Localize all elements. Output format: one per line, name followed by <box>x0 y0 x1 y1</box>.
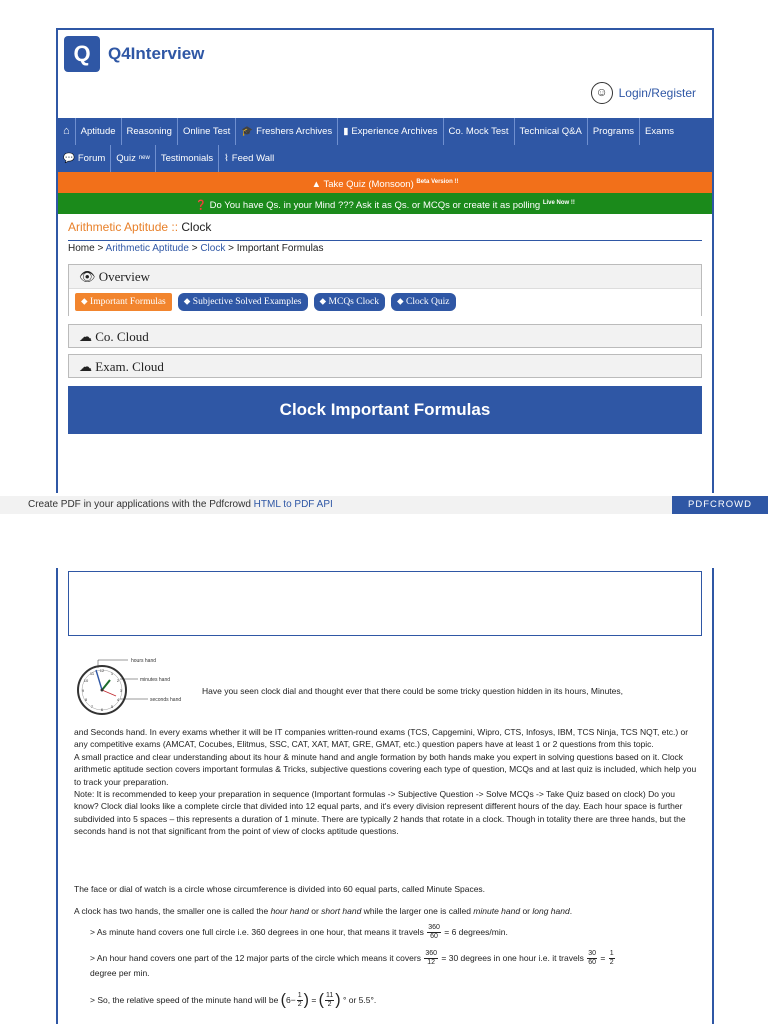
page-frame-bottom <box>56 568 714 1024</box>
note-paragraph: Note: It is recommended to keep your preparation in sequence (Important formulas -> Subjective Question -> Solve MCQs -> Take Quiz based on clock) Do you know? Clock dial looks like a complete circle that divided into 12 equal parts, and it's every division represent different hours of the day. Each hour space is further subdivided into 5 spaces – this represents a duration of 1 minute. There are typically 2 hands that rotate in a clock. Though in totality there are three hands, but the seconds hand is not that significant from the point of view of clocks aptitude questions. <box>74 789 686 837</box>
exam-cloud-panel[interactable]: ☁ Exam. Cloud <box>68 354 702 378</box>
breadcrumb-clock[interactable]: Clock <box>200 243 226 254</box>
seconds-hand-label: seconds hand <box>150 697 182 703</box>
formula-minute-hand: > As minute hand covers one full circle i.e. 360 degrees in one hour, that means it travels $\frac{360}{60}$ = 6 degrees/min. <box>90 924 508 940</box>
hands-paragraph: A clock has two hands, the smaller one is called the hour hand or short hand while the larger one is called minute hand or long hand. <box>74 906 573 916</box>
comments-icon: 💬 <box>63 153 75 164</box>
tag-icon: ⬥ <box>81 297 88 307</box>
breadcrumb-home[interactable]: Home <box>68 243 95 254</box>
user-avatar-icon: ☺ <box>591 82 613 104</box>
formula-hour-hand: > An hour hand covers one part of the 12 major parts of the circle which means it covers $\frac{360}{12}$ = 30 degrees in one hour i.e. it travels $\frac{30}{60}$ = $\frac{1}{2}$ degree per min. <box>90 950 614 978</box>
pill-clock-quiz[interactable]: ⬥ Clock Quiz <box>391 293 456 311</box>
q4interview-logo-icon[interactable]: Q <box>64 36 100 72</box>
svg-text:1: 1 <box>110 671 114 676</box>
main-navigation <box>58 118 712 172</box>
new-badge: new <box>138 155 150 161</box>
intro-body <box>74 726 700 838</box>
tag-icon: ⬥ <box>396 297 404 307</box>
site-logo-text[interactable]: Q4Interview <box>108 44 205 63</box>
home-icon: ⌂ <box>63 125 70 137</box>
svg-text:12: 12 <box>99 668 105 673</box>
pill-important-formulas[interactable]: ⬥ Important Formulas <box>75 293 172 311</box>
practice-paragraph: A small practice and clear understanding about its hour & minute hand and angle formation by both hands make you expert in solving questions based on it. Clock arithmetic aptitude section covers important formulas & Tricks, subjective questions covering each type of question, MCQs and at last quiz is included, which help you to track your preparation. <box>74 751 697 787</box>
nav-experience-archives[interactable]: ▮ Experience Archives <box>338 118 443 145</box>
pdfcrowd-button[interactable]: PDFCROWD <box>672 496 768 514</box>
fraction: $\frac{30}{60}$ <box>588 950 597 966</box>
overview-header[interactable]: 👁 Overview <box>79 269 151 284</box>
svg-text:4: 4 <box>116 697 120 702</box>
pill-mcqs-clock[interactable]: ⬥ MCQs Clock <box>314 293 385 311</box>
page-frame-top <box>56 28 714 493</box>
nav-quiz[interactable]: Quiz new <box>111 145 156 172</box>
tag-icon: ⬥ <box>183 297 191 307</box>
nav-aptitude[interactable]: Aptitude <box>76 118 122 145</box>
login-register-link[interactable] <box>591 82 696 104</box>
nav-forum[interactable]: 💬 Forum <box>58 145 111 172</box>
fraction: $\frac{360}{12}$ <box>425 950 438 966</box>
fraction: $\frac{360}{60}$ <box>428 924 440 940</box>
fraction: $\frac{1}{2}$ <box>297 992 302 1008</box>
breadcrumb-current: Important Formulas <box>236 243 324 254</box>
page-title: Clock Important Formulas <box>68 386 702 434</box>
live-now-badge: Live Now !! <box>542 200 575 206</box>
overview-pill-row <box>69 288 701 316</box>
rss-icon: ⌇ <box>224 153 229 164</box>
breadcrumb: Home > Arithmetic Aptitude > Clock > Important Formulas <box>68 240 702 254</box>
formula-relative-speed: > So, the relative speed of the minute hand will be (6− $\frac{1}{2}$ ) = ( $\frac{11}{2}$ ) ° or 5.5°. <box>90 991 377 1009</box>
hours-hand-label: hours hand <box>131 658 157 664</box>
pill-subjective-solved-examples[interactable]: ⬥ Subjective Solved Examples <box>178 293 308 311</box>
nav-co-mock-test[interactable]: Co. Mock Test <box>444 118 515 145</box>
face-paragraph: The face or dial of watch is a circle whose circumference is divided into 60 equal parts, called Minute Spaces. <box>74 884 486 894</box>
question-circle-icon: ❓ <box>195 200 207 212</box>
ask-question-banner[interactable]: ❓ Do You have Qs. in your Mind ??? Ask it as Qs. or MCQs or create it as polling $^{Live Now !!}$ <box>58 193 712 214</box>
svg-text:9: 9 <box>81 688 85 693</box>
nav-freshers-archives[interactable]: 🎓 Freshers Archives <box>236 118 338 145</box>
svg-text:8: 8 <box>84 697 88 702</box>
fraction: $\frac{1}{2}$ <box>609 950 614 966</box>
svg-text:6: 6 <box>100 707 104 712</box>
breadcrumb-arithmetic-aptitude[interactable]: Arithmetic Aptitude <box>105 243 189 254</box>
book-icon: ▮ <box>343 126 349 137</box>
overview-panel <box>68 264 702 316</box>
svg-text:10: 10 <box>83 678 89 683</box>
clock-diagram <box>76 654 186 724</box>
nav-home[interactable] <box>58 118 76 145</box>
svg-text:7: 7 <box>90 704 94 709</box>
section-category[interactable]: Arithmetic Aptitude :: <box>68 220 182 234</box>
eye-icon: 👁 <box>79 269 96 284</box>
fraction: $\frac{11}{2}$ <box>325 992 334 1008</box>
cloud-icon: ☁ <box>79 329 92 344</box>
svg-text:11: 11 <box>89 671 95 676</box>
svg-text:2: 2 <box>116 678 120 683</box>
take-quiz-banner[interactable]: ▲ Take Quiz (Monsoon) $^{Beta Version !!}$ <box>58 172 712 193</box>
graduation-cap-icon: 🎓 <box>241 126 254 137</box>
ad-placeholder-box <box>68 571 702 636</box>
warning-icon: ▲ <box>311 179 321 191</box>
nav-programs[interactable]: Programs <box>588 118 640 145</box>
intro-first-line: Have you seen clock dial and thought ever that there could be some tricky question hidden in its hours, Minutes, <box>202 686 623 696</box>
beta-badge: Beta Version !! <box>416 179 459 185</box>
html-to-pdf-link[interactable]: HTML to PDF API <box>253 499 333 510</box>
pdfcrowd-footer: Create PDF in your applications with the Pdfcrowd HTML to PDF API PDFCROWD <box>0 496 768 514</box>
section-heading <box>68 220 211 234</box>
login-register-label: Login/Register <box>618 86 696 100</box>
minutes-hand-label: minutes hand <box>140 677 171 683</box>
nav-reasoning[interactable]: Reasoning <box>122 118 178 145</box>
svg-text:3: 3 <box>119 688 123 693</box>
section-topic: Clock <box>181 220 212 234</box>
nav-exams[interactable]: Exams <box>645 126 675 137</box>
svg-text:5: 5 <box>110 704 114 709</box>
nav-feed-wall[interactable]: ⌇ Feed Wall <box>219 145 279 172</box>
co-cloud-panel[interactable]: ☁ Co. Cloud <box>68 324 702 348</box>
nav-technical-qa[interactable]: Technical Q&A <box>515 118 588 145</box>
intro-paragraph: and Seconds hand. In every exams whether it will be IT companies written-round exams (TCS, Capgemini, Wipro, CTS, Infosys, IBM, TCS Ninja, TCS NQT, etc.) or any competitive exams (AMCAT, Cocubes, Elitmus, SSC, CAT, XAT, MAT, GRE, GMAT, etc.) question papers have at least 1 or 2 questions from this topic. <box>74 727 689 750</box>
tag-icon: ⬥ <box>319 297 327 307</box>
nav-online-test[interactable]: Online Test <box>178 118 236 145</box>
cloud-icon: ☁ <box>79 359 92 374</box>
nav-testimonials[interactable]: Testimonials <box>156 145 219 172</box>
